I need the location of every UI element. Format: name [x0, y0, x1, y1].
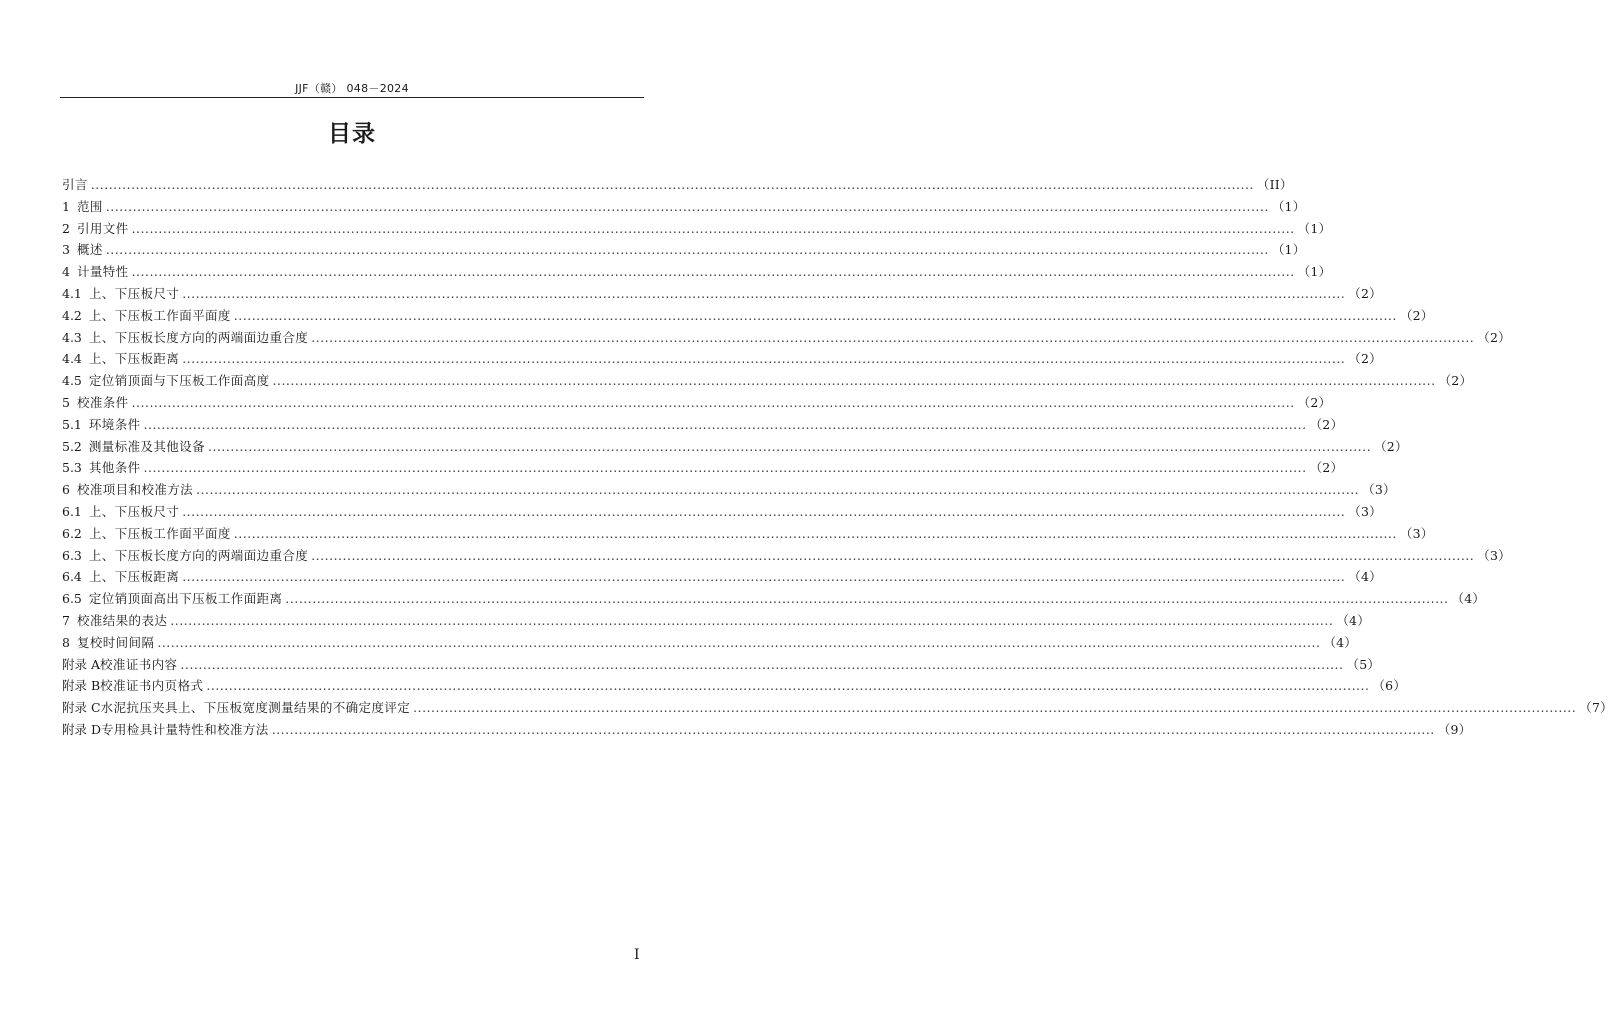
- toc-entry-title: 上、下压板工作面平面度: [88, 525, 231, 541]
- toc-dot-leader: ....................................................................................................................................................................................................................................................................: [170, 612, 1334, 628]
- toc-entry-page: （9）: [1437, 721, 1472, 737]
- toc-entry-title: 范围: [76, 198, 103, 214]
- toc-entry-page: （2）: [1374, 438, 1408, 454]
- toc-entry-page: （II）: [1256, 177, 1293, 192]
- toc-entry-title: 计量特性: [76, 264, 129, 280]
- toc-entry-title: 校准证书内页格式: [100, 678, 204, 694]
- toc-entry[interactable]: [62, 655, 1381, 677]
- toc-entry[interactable]: [62, 480, 1396, 502]
- toc-entry-page: （2）: [1309, 460, 1344, 476]
- toc-entry-title: 水泥抗压夹具上、下压板宽度测量结果的不确定度评定: [100, 700, 411, 716]
- toc-entry-page: （6）: [1372, 678, 1407, 694]
- toc-dot-leader: ....................................................................................................................................................................................................................................................................: [271, 721, 1435, 737]
- toc-entry[interactable]: [62, 676, 1407, 698]
- toc-dot-leader: ....................................................................................................................................................................................................................................................................: [90, 177, 1254, 192]
- toc-entry-number: 6.4: [62, 569, 82, 585]
- toc-dot-leader: ....................................................................................................................................................................................................................................................................: [182, 285, 1346, 301]
- toc-entry-title: 引言: [62, 177, 88, 192]
- toc-entry-number: 8: [62, 634, 70, 650]
- toc-entry-number: 6.1: [62, 503, 82, 519]
- toc-entry-number: 5: [62, 394, 70, 410]
- toc-entry[interactable]: [62, 458, 1344, 480]
- toc-entry-number: 6.3: [62, 547, 82, 563]
- toc-entry-title: 校准项目和校准方法: [76, 482, 194, 498]
- toc-entry-number: 附录 B: [62, 678, 101, 694]
- toc-entry-title: 上、下压板尺寸: [88, 503, 180, 519]
- toc-entry-number: 附录 A: [62, 656, 101, 672]
- toc-entry[interactable]: [62, 393, 1332, 415]
- toc-dot-leader: ....................................................................................................................................................................................................................................................................: [233, 307, 1397, 323]
- toc-entry-page: （2）: [1309, 416, 1344, 432]
- toc-entry-page: （5）: [1346, 656, 1381, 672]
- toc-entry[interactable]: [62, 328, 1511, 350]
- toc-entry-title: 校准证书内容: [100, 656, 178, 672]
- toc-entry-page: （4）: [1451, 591, 1486, 607]
- toc-dot-leader: ....................................................................................................................................................................................................................................................................: [182, 351, 1346, 367]
- toc-entry-title: 环境条件: [88, 416, 141, 432]
- toc-entry-title: 上、下压板长度方向的两端面边重合度: [88, 329, 309, 345]
- toc-entry-number: 6.5: [62, 591, 82, 607]
- toc-entry-number: 4: [62, 264, 70, 280]
- toc-entry-page: （2）: [1348, 351, 1382, 367]
- toc-entry-title: 其他条件: [88, 460, 141, 476]
- toc-entry-title: 上、下压板工作面平面度: [88, 307, 231, 323]
- toc-entry-page: （1）: [1271, 198, 1306, 214]
- toc-entry-number: 3: [62, 242, 70, 258]
- toc-entry-page: （3）: [1399, 525, 1434, 541]
- toc-entry-page: （3）: [1348, 503, 1382, 519]
- toc-entry-title: 校准条件: [76, 394, 129, 410]
- toc-dot-leader: ....................................................................................................................................................................................................................................................................: [272, 373, 1436, 389]
- toc-entry[interactable]: [62, 371, 1473, 393]
- toc-dot-leader: ....................................................................................................................................................................................................................................................................: [143, 460, 1307, 476]
- toc-entry-title: 上、下压板尺寸: [88, 285, 180, 301]
- toc-entry-page: （4）: [1323, 634, 1358, 650]
- toc-dot-leader: ....................................................................................................................................................................................................................................................................: [233, 525, 1397, 541]
- toc-entry-page: （3）: [1477, 547, 1511, 563]
- toc-entry[interactable]: [62, 437, 1408, 459]
- toc-dot-leader: ....................................................................................................................................................................................................................................................................: [143, 416, 1307, 432]
- header-divider: [60, 97, 644, 98]
- toc-entry-page: （4）: [1336, 612, 1370, 628]
- toc-entry-number: 4.2: [62, 307, 82, 323]
- toc-entry[interactable]: [62, 698, 1613, 720]
- toc-entry-number: 4.4: [62, 351, 82, 367]
- toc-entry-page: （2）: [1438, 373, 1473, 389]
- toc-entry-title: 上、下压板距离: [88, 351, 180, 367]
- toc-dot-leader: ....................................................................................................................................................................................................................................................................: [182, 503, 1346, 519]
- toc-entry-number: 附录 D: [62, 721, 101, 737]
- toc-entry-number: 5.2: [62, 438, 82, 454]
- toc-entry-number: 4.5: [62, 373, 82, 389]
- toc-entry-title: 定位销顶面与下压板工作面高度: [88, 373, 270, 389]
- toc-entry[interactable]: [62, 567, 1382, 589]
- toc-entry-number: 7: [62, 612, 70, 628]
- toc-entry[interactable]: [62, 611, 1370, 633]
- toc-entry[interactable]: [62, 306, 1434, 328]
- toc-dot-leader: ....................................................................................................................................................................................................................................................................: [105, 198, 1269, 214]
- toc-dot-leader: ....................................................................................................................................................................................................................................................................: [157, 634, 1321, 650]
- toc-entry-page: （7）: [1579, 700, 1613, 716]
- toc-entry[interactable]: [62, 240, 1306, 262]
- toc-entry-page: （1）: [1297, 264, 1332, 280]
- toc-entry-number: 附录 C: [62, 700, 101, 716]
- page-number: I: [634, 947, 640, 963]
- toc-entry[interactable]: [62, 589, 1486, 611]
- toc-dot-leader: ....................................................................................................................................................................................................................................................................: [131, 264, 1295, 280]
- toc-entry-title: 专用检具计量特性和校准方法: [101, 721, 269, 737]
- toc-entry-page: （1）: [1271, 242, 1306, 258]
- toc-dot-leader: ....................................................................................................................................................................................................................................................................: [208, 438, 1372, 454]
- toc-entry[interactable]: [62, 524, 1434, 546]
- toc-entry-page: （4）: [1348, 569, 1382, 585]
- toc-entry-title: 上、下压板距离: [88, 569, 180, 585]
- toc-dot-leader: ....................................................................................................................................................................................................................................................................: [413, 700, 1577, 716]
- toc-entry-number: 4.1: [62, 285, 82, 301]
- toc-entry[interactable]: [62, 219, 1332, 241]
- toc-entry-page: （2）: [1399, 307, 1434, 323]
- toc-entry[interactable]: [62, 197, 1306, 219]
- toc-dot-leader: ....................................................................................................................................................................................................................................................................: [131, 220, 1295, 236]
- toc-entry[interactable]: [62, 284, 1382, 306]
- toc-entry-title: 概述: [76, 242, 103, 258]
- toc-dot-leader: ....................................................................................................................................................................................................................................................................: [285, 591, 1449, 607]
- toc-entry[interactable]: [62, 502, 1382, 524]
- toc-entry-title: 复校时间间隔: [76, 634, 155, 650]
- toc-entry-page: （1）: [1297, 220, 1332, 236]
- toc-entry-title: 测量标准及其他设备: [88, 438, 205, 454]
- toc-entry[interactable]: [62, 633, 1358, 655]
- toc-entry-title: 上、下压板长度方向的两端面边重合度: [88, 547, 309, 563]
- toc-entry-number: 1: [62, 198, 70, 214]
- table-of-contents: [62, 175, 1613, 742]
- toc-entry-page: （2）: [1297, 394, 1332, 410]
- toc-entry-title: 引用文件: [76, 220, 129, 236]
- toc-entry[interactable]: [62, 546, 1511, 568]
- toc-entry-title: 校准结果的表达: [76, 612, 168, 628]
- toc-dot-leader: ....................................................................................................................................................................................................................................................................: [196, 482, 1360, 498]
- toc-entry-page: （3）: [1362, 482, 1396, 498]
- toc-dot-leader: ....................................................................................................................................................................................................................................................................: [311, 547, 1475, 563]
- toc-entry-number: 4.3: [62, 329, 82, 345]
- toc-entry[interactable]: [62, 262, 1332, 284]
- toc-entry-title: 定位销顶面高出下压板工作面距离: [88, 591, 283, 607]
- toc-entry-page: （2）: [1477, 329, 1511, 345]
- toc-entry-number: 6: [62, 482, 70, 498]
- toc-dot-leader: ....................................................................................................................................................................................................................................................................: [131, 394, 1295, 410]
- toc-entry[interactable]: [62, 349, 1382, 371]
- toc-dot-leader: ....................................................................................................................................................................................................................................................................: [206, 678, 1370, 694]
- toc-entry[interactable]: [62, 415, 1344, 437]
- toc-entry-number: 6.2: [62, 525, 82, 541]
- toc-dot-leader: ....................................................................................................................................................................................................................................................................: [311, 329, 1475, 345]
- toc-entry[interactable]: [62, 175, 1293, 197]
- running-header: JJF（赣） 048－2024: [295, 82, 409, 95]
- toc-dot-leader: ....................................................................................................................................................................................................................................................................: [105, 242, 1269, 258]
- toc-entry-page: （2）: [1348, 285, 1382, 301]
- toc-entry-number: 5.3: [62, 460, 82, 476]
- toc-title: 目录: [328, 121, 376, 147]
- toc-dot-leader: ....................................................................................................................................................................................................................................................................: [180, 656, 1344, 672]
- toc-entry-number: 5.1: [62, 416, 82, 432]
- toc-dot-leader: ....................................................................................................................................................................................................................................................................: [182, 569, 1346, 585]
- toc-entry[interactable]: [62, 720, 1472, 742]
- toc-entry-number: 2: [62, 220, 70, 236]
